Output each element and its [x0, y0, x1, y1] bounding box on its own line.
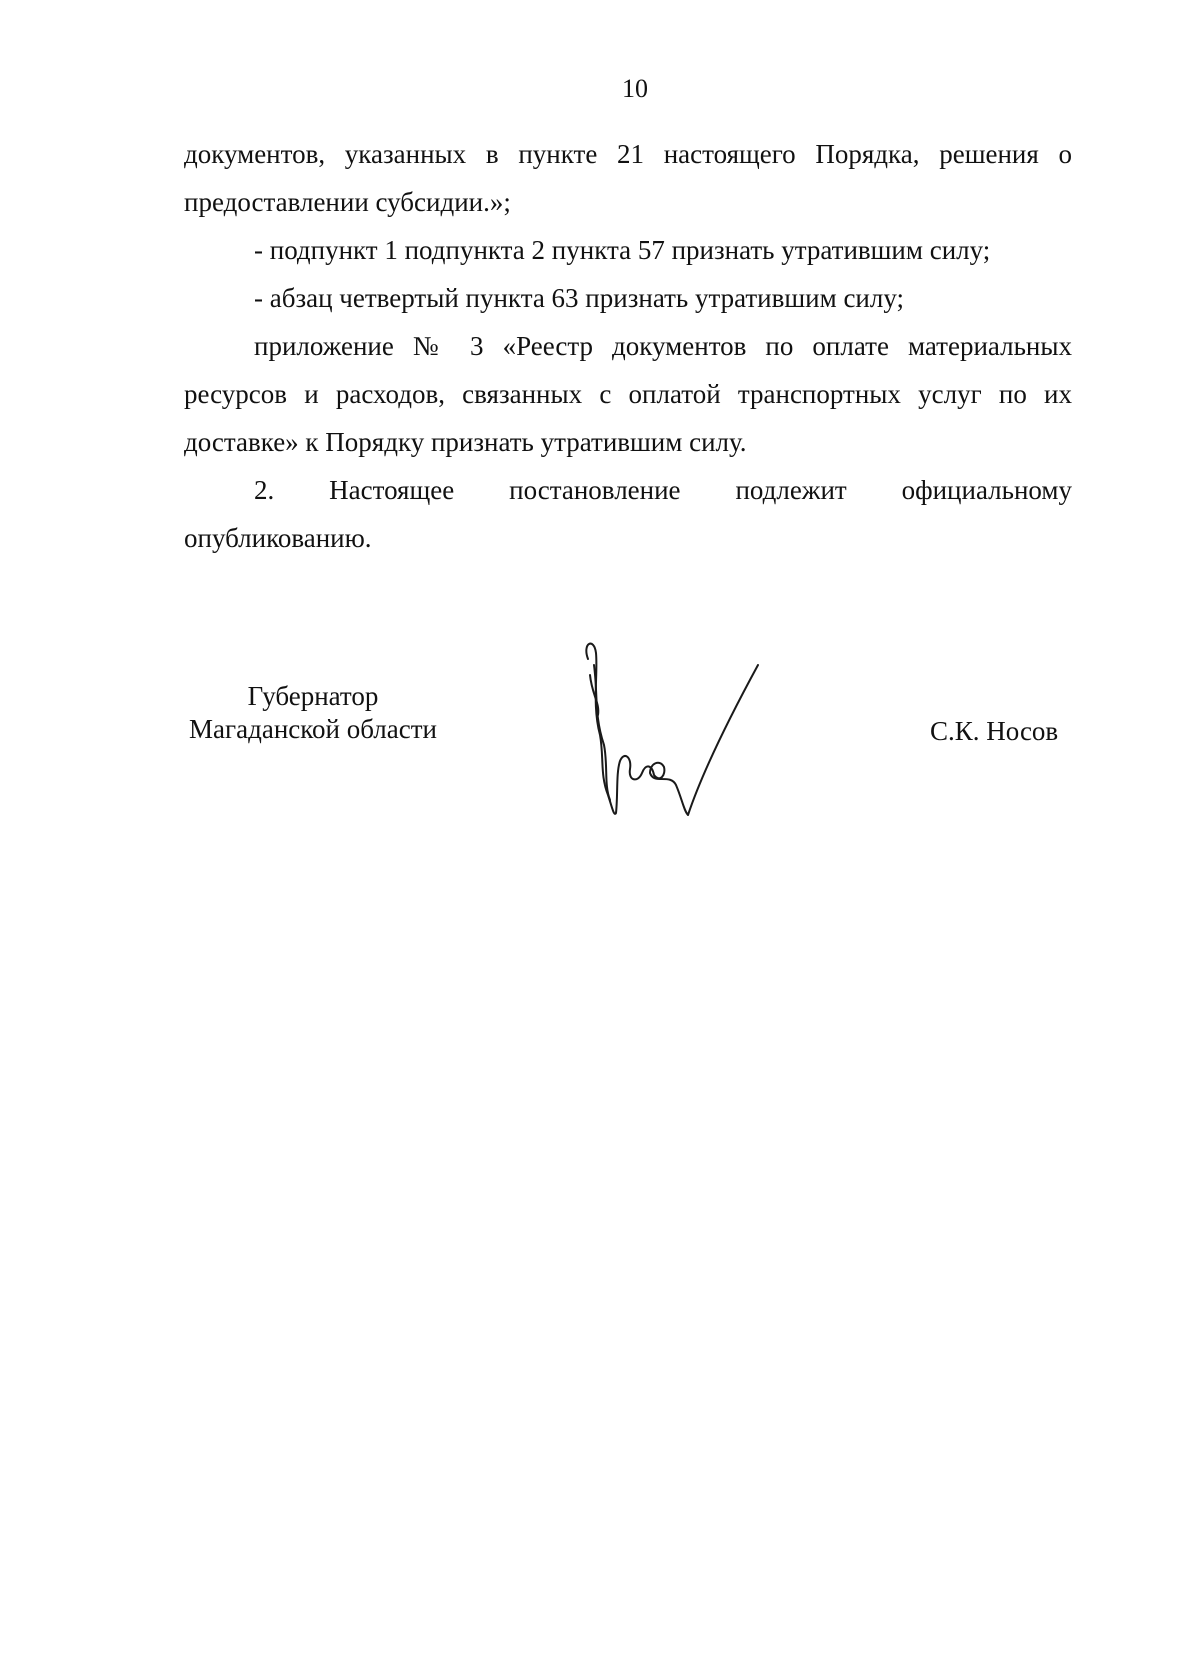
signer-name: С.К. Носов: [930, 716, 1059, 746]
paragraph-publication: 2. Настоящее постановление подлежит официальному опубликованию.: [184, 475, 1072, 553]
document-body: [184, 130, 1072, 562]
page-number: 10: [622, 74, 648, 103]
signer-position-line-2: Магаданской области: [189, 714, 437, 744]
signer-position: [178, 680, 448, 746]
signature-block: [0, 680, 1200, 840]
handwritten-signature: [580, 635, 780, 825]
paragraph-appendix-3: приложение № 3 «Реестр документов по оплате материальных ресурсов и расходов, связанных с оплатой транспортных услуг по их доставке» к Порядку признать утратившим силу.: [184, 331, 1072, 457]
paragraph-subitem-57: - подпункт 1 подпункта 2 пункта 57 признать утратившим силу;: [254, 235, 991, 265]
paragraph-continuation: документов, указанных в пункте 21 настоящего Порядка, решения о предоставлении субсидии.»;: [184, 139, 1072, 217]
signer-position-line-1: Губернатор: [247, 681, 379, 711]
paragraph-subitem-63: - абзац четвертый пункта 63 признать утратившим силу;: [254, 283, 905, 313]
